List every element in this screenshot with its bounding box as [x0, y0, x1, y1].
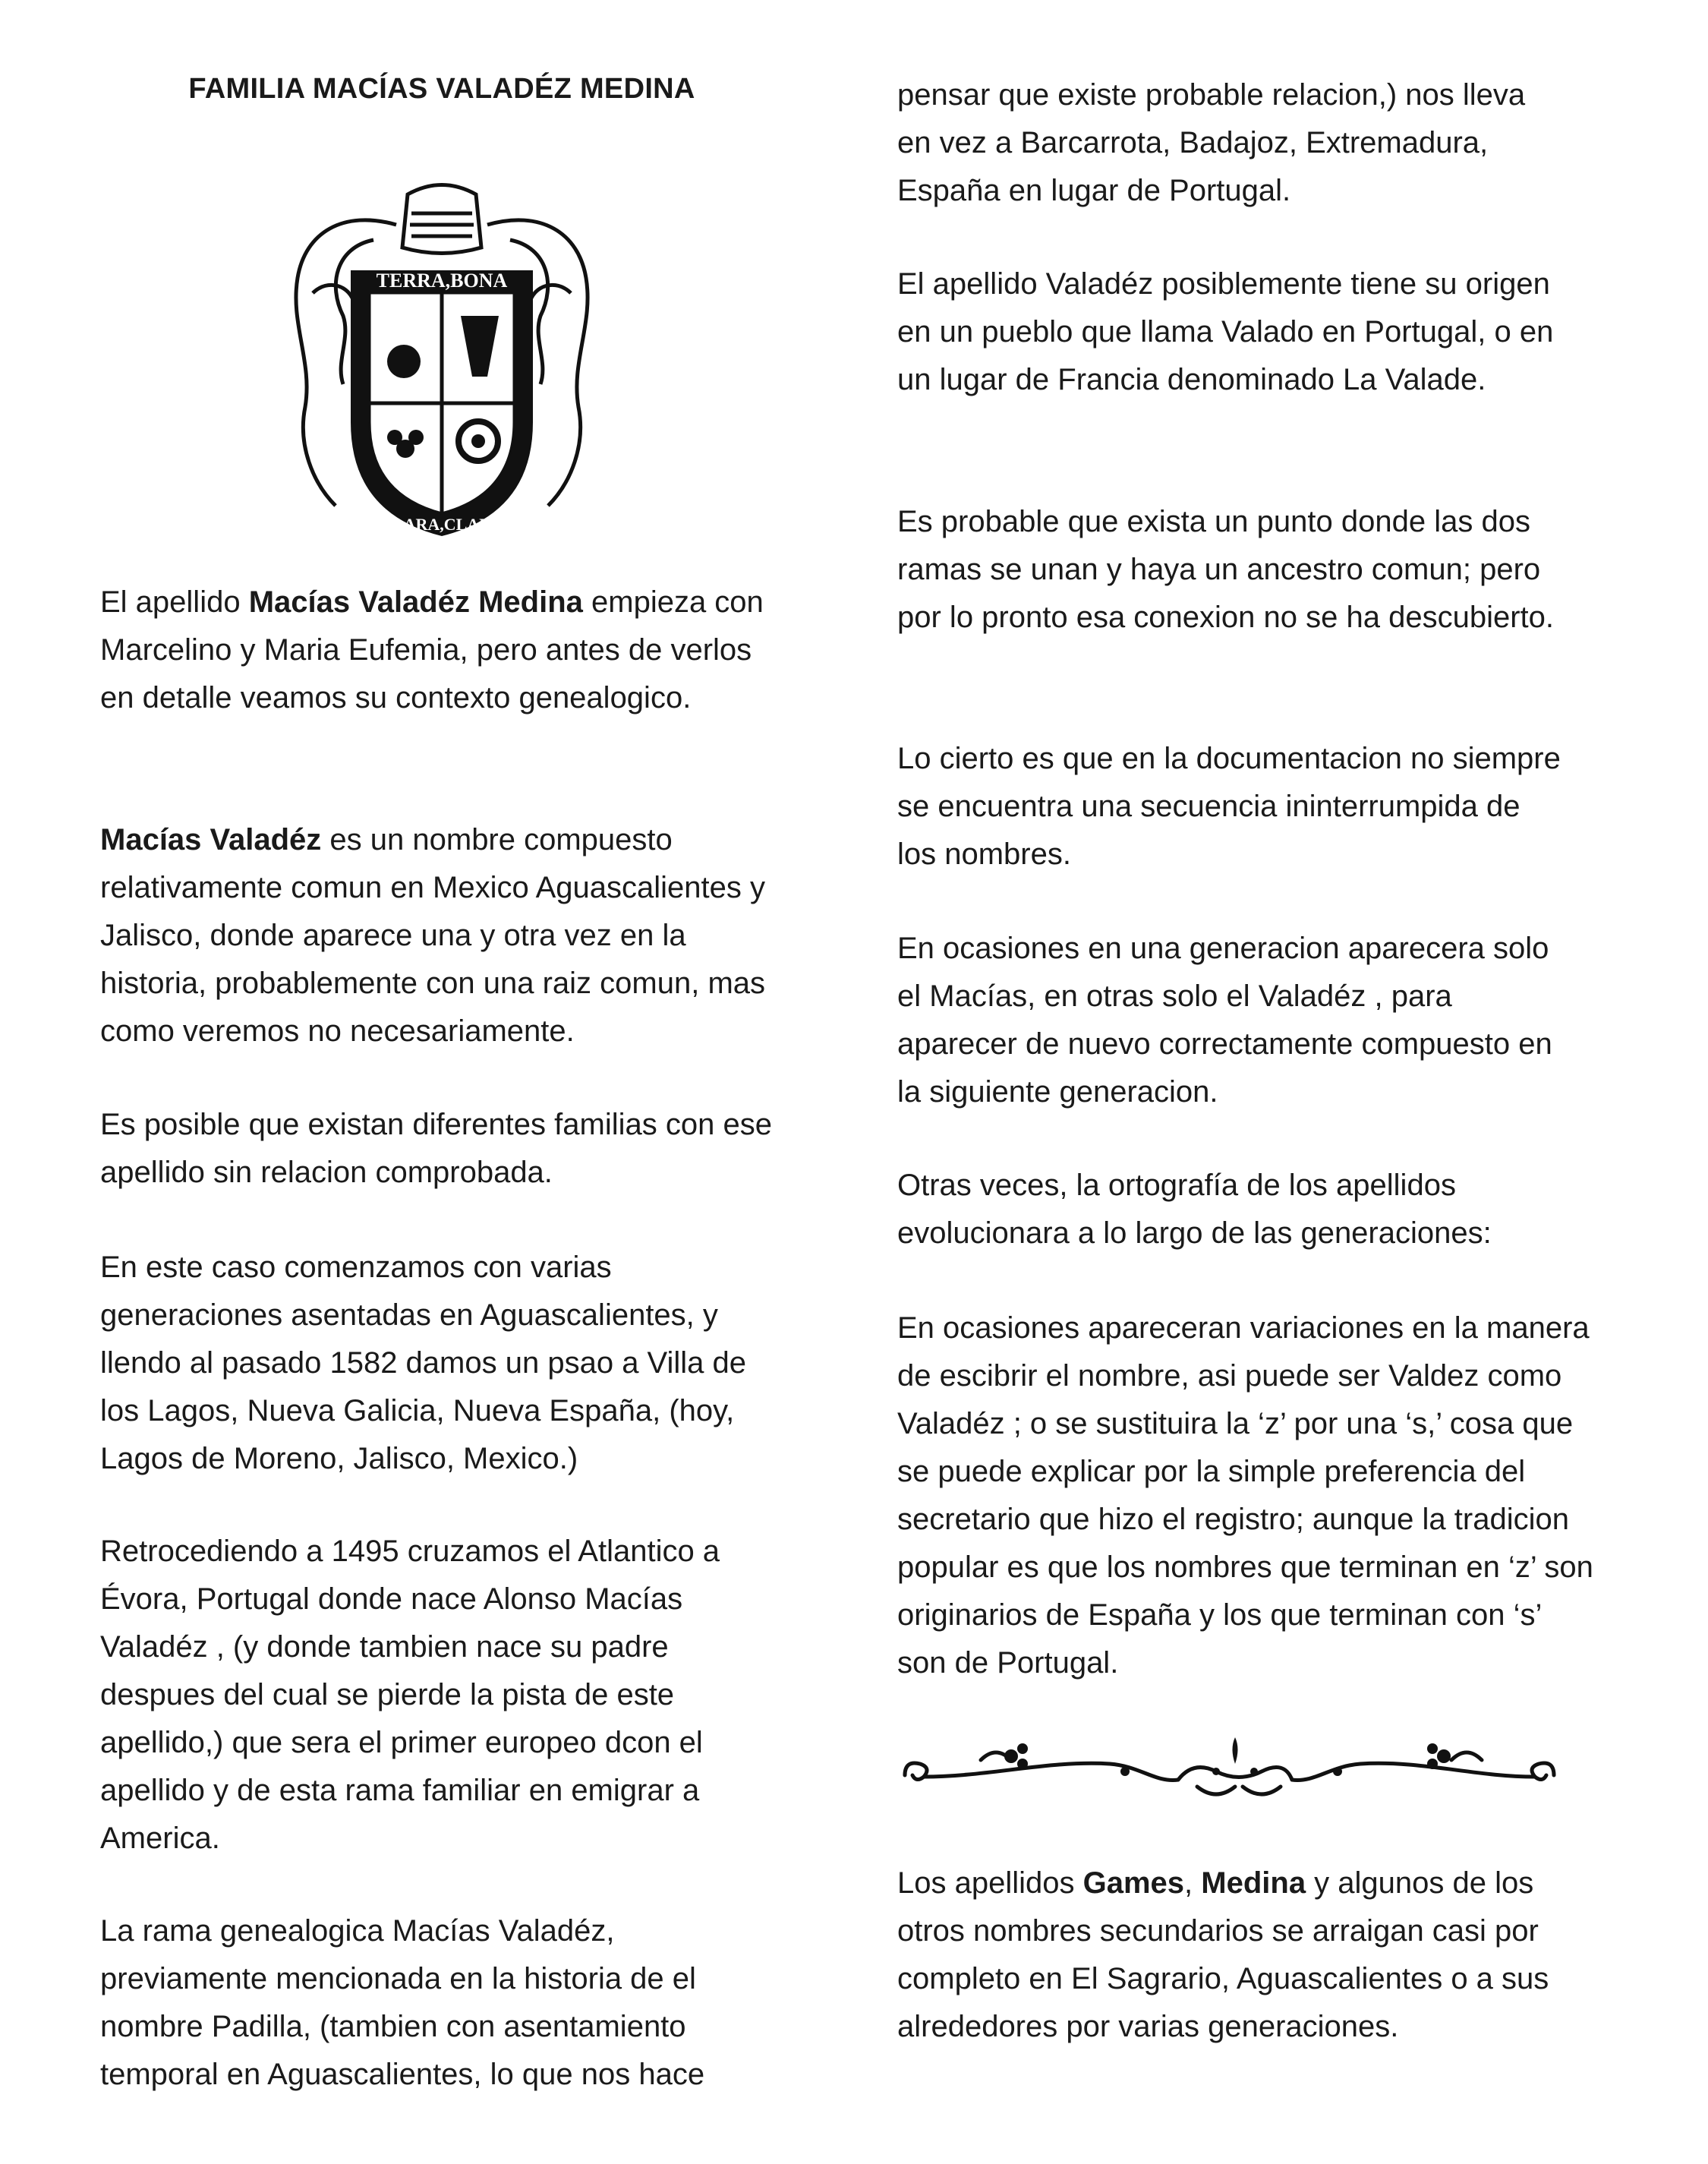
svg-text:CLARA,CLARU: CLARA,CLARU — [380, 515, 503, 534]
svg-text:TERRA,BONA: TERRA,BONA — [376, 270, 508, 292]
bold-name: Games — [1082, 1866, 1185, 1900]
left-paragraph-4: En este caso comenzamos con varias generaciones asentadas en Aguascalientes, y llendo al pasado 1582 damos un psao a Villa de los Lagos, Nueva Galicia, Nueva España, (hoy, Lagos de Moreno, Jalisco, Mexico.) — [100, 1251, 747, 1475]
left-paragraph-3: Es posible que existan diferentes familias con ese apellido sin relacion comprobada. — [100, 1108, 772, 1189]
right-paragraph-5: En ocasiones en una generacion aparecera solo el Macías, en otras solo el Valadéz , para aparecer de nuevo correctamente compuesto en la siguiente generacion. — [897, 932, 1552, 1109]
bold-name: Macías Valadéz — [100, 823, 322, 856]
text-run: empieza con Marcelino y Maria Eufemia, pero antes de verlos en detalle veamos su contexto genealogico. — [100, 585, 764, 714]
right-paragraph-1: pensar que existe probable relacion,) nos lleva en vez a Barcarrota, Badajoz, Extremadura, España en lugar de Portugal. — [897, 78, 1526, 207]
right-paragraph-7: En ocasiones apareceran variaciones en la manera de escibrir el nombre, asi puede ser Valdez como Valadéz ; o se sustituira la ‘z’ por una ‘s,’ cosa que se puede explicar por la simple preferencia del secretario que hizo el registro; aunque la tradicion popular es que los nombres que terminan en ‘z’ son originarios de España y los que terminan con ‘s’ son de Portugal. — [897, 1311, 1593, 1680]
coat-of-arms-icon — [282, 179, 601, 544]
right-paragraph-8 — [897, 1860, 1565, 2051]
right-paragraph-6: Otras veces, la ortografía de los apellidos evolucionara a lo largo de las generaciones: — [897, 1169, 1492, 1250]
bold-name: Medina — [1201, 1866, 1306, 1900]
text-run: y algunos de los otros nombres secundarios se arraigan casi por completo en El Sagrario, Aguascalientes o a sus alrededores por varias generaciones. — [897, 1866, 1549, 2043]
ornamental-divider-icon — [897, 1730, 1580, 1813]
text-run: es un nombre compuesto relativamente comun en Mexico Aguascalientes y Jalisco, donde aparece una y otra vez en la historia, probablemente con una raiz comun, mas como veremos no necesariamente. — [100, 823, 766, 1048]
text-run: , — [1184, 1866, 1202, 1900]
left-paragraph-5: Retrocediendo a 1495 cruzamos el Atlantico a Évora, Portugal donde nace Alonso Macías Valadéz , (y donde tambien nace su padre despues del cual se pierde la pista de este apellido,) que sera el primer europeo dcon el apellido y de esta rama familiar en emigrar a America. — [100, 1535, 720, 1855]
right-paragraph-2: El apellido Valadéz posiblemente tiene su origen en un pueblo que llama Valado en Portugal, o en un lugar de Francia denominado La Valade. — [897, 267, 1554, 396]
page-title: FAMILIA MACÍAS VALADÉZ MEDINA — [188, 73, 695, 105]
bold-name: Macías Valadéz Medina — [248, 585, 583, 619]
text-run: El apellido — [100, 585, 249, 619]
left-paragraph-6: La rama genealogica Macías Valadéz, previamente mencionada en la historia de el nombre Padilla, (tambien con asentamiento temporal en Aguascalientes, lo que nos hace — [100, 1914, 705, 2091]
left-paragraph-2 — [100, 816, 783, 1055]
right-paragraph-4: Lo cierto es que en la documentacion no siempre se encuentra una secuencia ininterrumpida de los nombres. — [897, 742, 1561, 871]
left-paragraph-1 — [100, 579, 783, 722]
text-run: Los apellidos — [897, 1866, 1083, 1900]
right-paragraph-3: Es probable que exista un punto donde las dos ramas se unan y haya un ancestro comun; pero por lo pronto esa conexion no se ha descubierto. — [897, 505, 1555, 634]
